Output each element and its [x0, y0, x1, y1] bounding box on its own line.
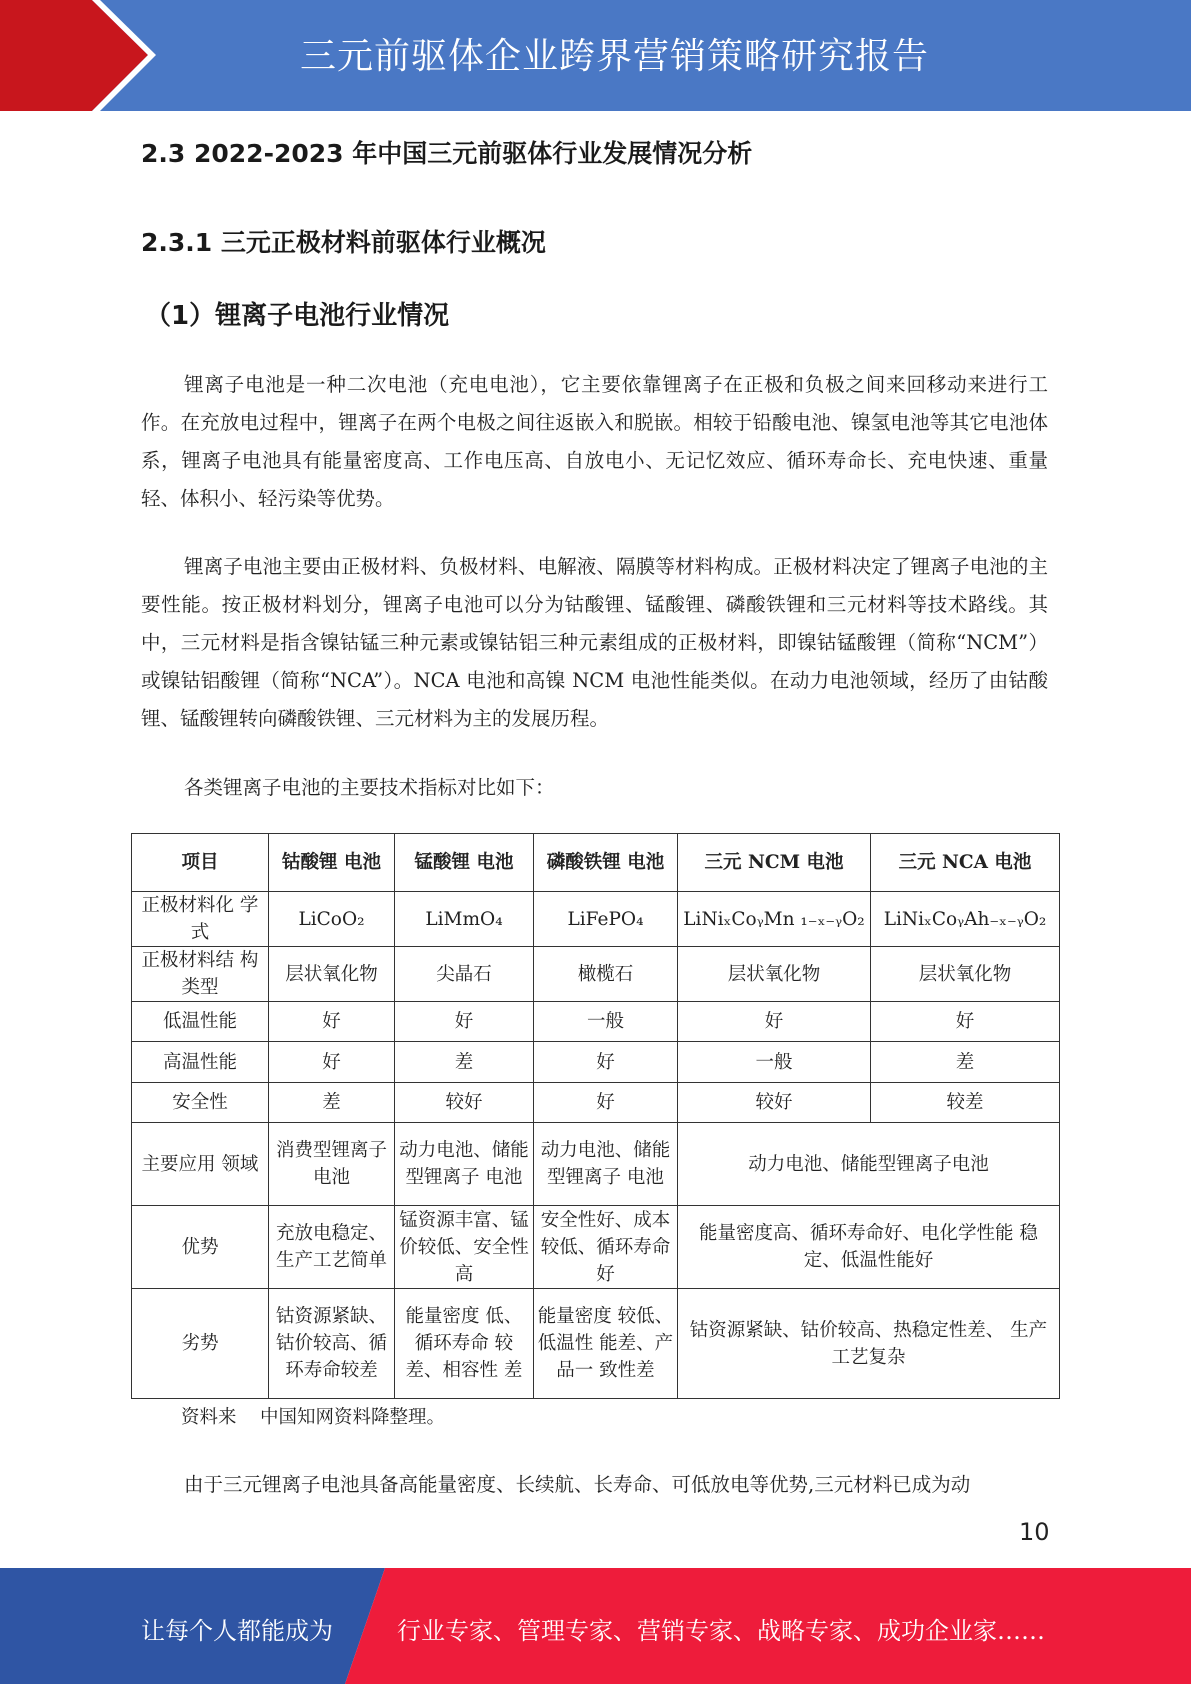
- table-row: [132, 1206, 1060, 1289]
- table-row: [132, 1042, 1060, 1083]
- table-cell: 好: [871, 1002, 1060, 1042]
- table-header-cell: 磷酸铁锂 电池: [534, 834, 678, 892]
- paragraph-continuation: 由于三元锂离子电池具备高能量密度、长续航、长寿命、可低放电等优势,三元材料已成为动: [184, 1473, 971, 1496]
- table-cell: 好: [534, 1083, 678, 1123]
- table-cell: 消费型锂离子电池: [269, 1123, 395, 1206]
- table-cell: 尖晶石: [395, 947, 534, 1002]
- table-row: [132, 892, 1060, 947]
- row-label: 劣势: [132, 1289, 269, 1399]
- table-cell: 层状氧化物: [678, 947, 871, 1002]
- table-cell: 充放电稳定、生产工艺简单: [269, 1206, 395, 1289]
- table-header-cell: 三元 NCA 电池: [871, 834, 1060, 892]
- table-cell: 差: [269, 1083, 395, 1123]
- table-cell-merged: 动力电池、储能型锂离子电池: [678, 1123, 1060, 1206]
- table-cell: 动力电池、储能型锂离子 电池: [534, 1123, 678, 1206]
- table-cell: 一般: [534, 1002, 678, 1042]
- row-label: 主要应用 领域: [132, 1123, 269, 1206]
- table-cell: 差: [395, 1042, 534, 1083]
- table-cell: LiMmO₄: [395, 892, 534, 947]
- table-cell-merged: 钴资源紧缺、钴价较高、热稳定性差、 生产工艺复杂: [678, 1289, 1060, 1399]
- table-row: [132, 947, 1060, 1002]
- table-cell: 好: [678, 1002, 871, 1042]
- footer-slogan-right: 行业专家、管理专家、营销专家、战略专家、成功企业家……: [397, 1617, 1045, 1645]
- table-cell: LiFePO₄: [534, 892, 678, 947]
- table-cell: 能量密度 低、循环寿命 较差、相容性 差: [395, 1289, 534, 1399]
- table-cell: 好: [395, 1002, 534, 1042]
- table-header-cell: 锰酸锂 电池: [395, 834, 534, 892]
- table-cell: 安全性好、成本较低、循环寿命好: [534, 1206, 678, 1289]
- section-heading: 2.3 2022-2023 年中国三元前驱体行业发展情况分析: [141, 139, 753, 168]
- page-number: 10: [1019, 1518, 1050, 1546]
- table-cell: 能量密度 较低、低温性 能差、产品一 致性差: [534, 1289, 678, 1399]
- table-cell: 钴资源紧缺、钴价较高、循环寿命较差: [269, 1289, 395, 1399]
- table-row: [132, 1289, 1060, 1399]
- table-row: [132, 1002, 1060, 1042]
- table-cell: 差: [871, 1042, 1060, 1083]
- table-header-cell: 项目: [132, 834, 269, 892]
- table-cell: 较好: [678, 1083, 871, 1123]
- page-footer: [0, 1568, 1191, 1684]
- table-cell-merged: 能量密度高、循环寿命好、电化学性能 稳定、低温性能好: [678, 1206, 1060, 1289]
- table-row: [132, 1083, 1060, 1123]
- table-cell: 好: [534, 1042, 678, 1083]
- table-cell: 橄榄石: [534, 947, 678, 1002]
- battery-comparison-table: [131, 833, 1060, 1399]
- paragraph-composition: 锂离子电池主要由正极材料、负极材料、电解液、隔膜等材料构成。正极材料决定了锂离子电池的主要性能。按正极材料划分，锂离子电池可以分为钴酸锂、锰酸锂、磷酸铁锂和三元材料等技术路线。其中，三元材料是指含镍钴锰三种元素或镍钴铝三种元素组成的正极材料，即镍钴锰酸锂（简称“NCM”）或镍钴铝酸锂（简称“NCA”）。NCA 电池和高镍 NCM 电池性能类似。在动力电池领域，经历了由钴酸锂、锰酸锂转向磷酸铁锂、三元材料为主的发展历程。: [141, 555, 1048, 730]
- table-caption: 各类锂离子电池的主要技术指标对比如下：: [184, 776, 555, 799]
- paragraph-intro: 锂离子电池是一种二次电池（充电电池），它主要依靠锂离子在正极和负极之间来回移动来进行工作。在充放电过程中，锂离子在两个电极之间往返嵌入和脱嵌。相较于铅酸电池、镍氢电池等其它电池体系，锂离子电池具有能量密度高、工作电压高、自放电小、无记忆效应、循环寿命长、充电快速、重量轻、体积小、轻污染等优势。: [141, 373, 1048, 510]
- row-label: 正极材料化 学式: [132, 892, 269, 947]
- footer-slogan-left: 让每个人都能成为: [141, 1617, 333, 1645]
- row-label: 优势: [132, 1206, 269, 1289]
- table-cell: 层状氧化物: [871, 947, 1060, 1002]
- table-header-cell: 三元 NCM 电池: [678, 834, 871, 892]
- page-header: [0, 0, 1191, 111]
- table-cell: 较差: [871, 1083, 1060, 1123]
- header-arrow-icon: [0, 0, 200, 111]
- table-cell: 层状氧化物: [269, 947, 395, 1002]
- table-header-cell: 钴酸锂 电池: [269, 834, 395, 892]
- table-source-note: 资料来 中国知网资料降整理。: [181, 1407, 446, 1428]
- table-row: [132, 1123, 1060, 1206]
- table-cell: 动力电池、储能型锂离子 电池: [395, 1123, 534, 1206]
- table-cell: LiNiₓCoᵧAh₋ₓ₋ᵧO₂: [871, 892, 1060, 947]
- table-cell: 一般: [678, 1042, 871, 1083]
- table-header-row: [132, 834, 1060, 892]
- report-title: 三元前驱体企业跨界营销策略研究报告: [300, 36, 930, 77]
- subsection-heading: 2.3.1 三元正极材料前驱体行业概况: [141, 228, 546, 257]
- table-cell: 较好: [395, 1083, 534, 1123]
- row-label: 安全性: [132, 1083, 269, 1123]
- row-label: 高温性能: [132, 1042, 269, 1083]
- table-cell: 好: [269, 1042, 395, 1083]
- topic-heading: （1）锂离子电池行业情况: [145, 301, 450, 331]
- row-label: 低温性能: [132, 1002, 269, 1042]
- table-cell: LiNiₓCoᵧMn ₁₋ₓ₋ᵧO₂: [678, 892, 871, 947]
- table-cell: LiCoO₂: [269, 892, 395, 947]
- table-cell: 好: [269, 1002, 395, 1042]
- table-cell: 锰资源丰富、锰价较低、安全性高: [395, 1206, 534, 1289]
- row-label: 正极材料结 构类型: [132, 947, 269, 1002]
